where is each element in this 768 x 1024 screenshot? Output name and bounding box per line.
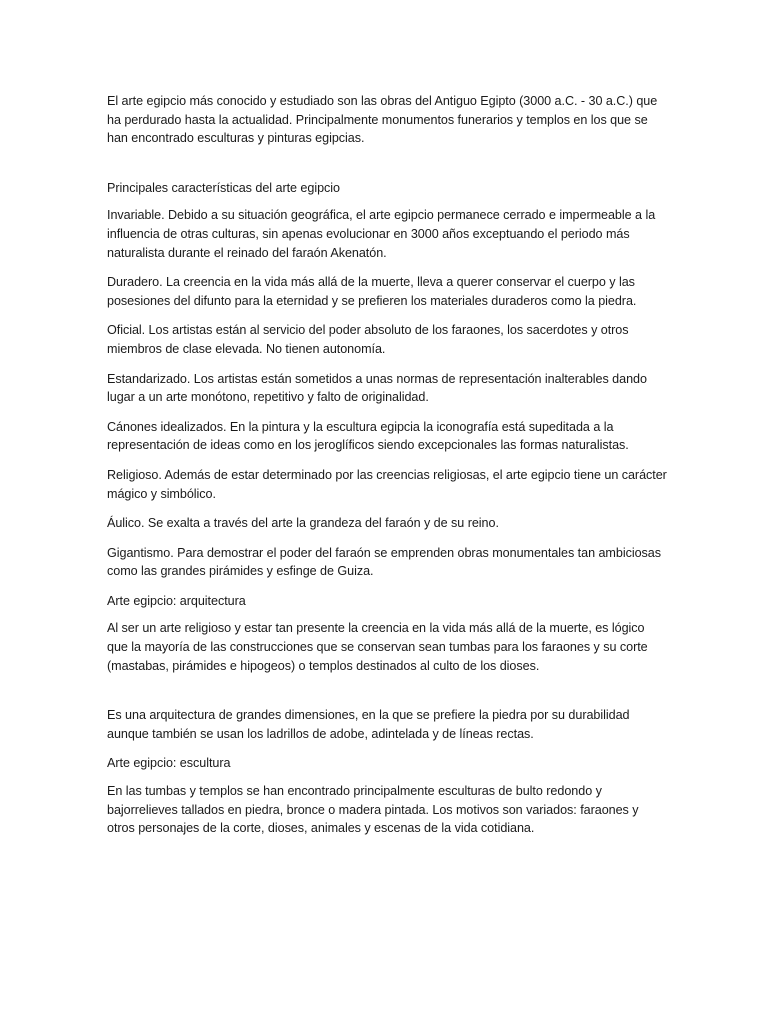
characteristic-religioso: Religioso. Además de estar determinado por las creencias religiosas, el arte egipcio tiene un carácter mágico y simbólico.: [107, 467, 667, 501]
architecture-paragraph-2: Es una arquitectura de grandes dimensiones, en la que se prefiere la piedra por su durabilidad aunque también se usan los ladrillos de adobe, adintelada y de líneas rectas.: [107, 708, 630, 741]
sculpture-paragraph-1: En las tumbas y templos se han encontrado principalmente esculturas de bulto redondo y bajorrelieves tallados en piedra, bronce o madera pintada. Los motivos son variados: faraones y otros personajes de la corte, dioses, animales y escenas de la vida cotidiana.: [107, 784, 639, 836]
architecture-paragraph-1: Al ser un arte religioso y estar tan presente la creencia en la vida más allá de la muerte, es lógico que la mayoría de las construcciones que se conservan sean tumbas para los faraones y su corte (mastabas, pirámides e hipogeos) o templos destinados al culto de los dioses.: [107, 621, 648, 673]
intro-paragraph: El arte egipcio más conocido y estudiado son las obras del Antiguo Egipto (3000 a.C. - 30 a.C.) que ha perdurado hasta la actualidad. Principalmente monumentos funerarios y templos en los que se han encontrado esculturas y pinturas egipcias.: [107, 94, 658, 146]
architecture-heading: Arte egipcio: arquitectura: [107, 593, 246, 608]
characteristic-oficial: Oficial. Los artistas están al servicio del poder absoluto de los faraones, los sacerdotes y otros miembros de clase elevada. No tienen autonomía.: [107, 323, 629, 356]
characteristics-heading: Principales características del arte egipcio: [107, 180, 340, 195]
characteristic-canones: Cánones idealizados. En la pintura y la escultura egipcia la iconografía está supeditada a la representación de ideas como en los jeroglíficos siendo excepcionales las formas naturalistas.: [107, 419, 629, 453]
document-body: [107, 92, 667, 849]
characteristic-estandarizado: Estandarizado. Los artistas están sometidos a unas normas de representación inalterables dando lugar a un arte monótono, repetitivo y falto de originalidad.: [107, 371, 647, 405]
characteristic-aulico: Áulico. Se exalta a través del arte la grandeza del faraón y de su reino.: [107, 516, 499, 531]
characteristic-invariable: Invariable. Debido a su situación geográfica, el arte egipcio permanece cerrado e impermeable a la influencia de otras culturas, sin apenas evolucionar en 3000 años exceptuando el periodo más naturalista durante el reinado del faraón Akenatón.: [107, 208, 656, 260]
characteristic-duradero: Duradero. La creencia en la vida más allá de la muerte, lleva a querer conservar el cuerpo y las posesiones del difunto para la eternidad y se prefieren los materiales duraderos como la piedra.: [107, 275, 637, 308]
sculpture-heading: Arte egipcio: escultura: [107, 756, 231, 771]
characteristic-gigantismo: Gigantismo. Para demostrar el poder del faraón se emprenden obras monumentales tan ambiciosas como las grandes pirámides y esfinge de Guiza.: [107, 545, 661, 579]
